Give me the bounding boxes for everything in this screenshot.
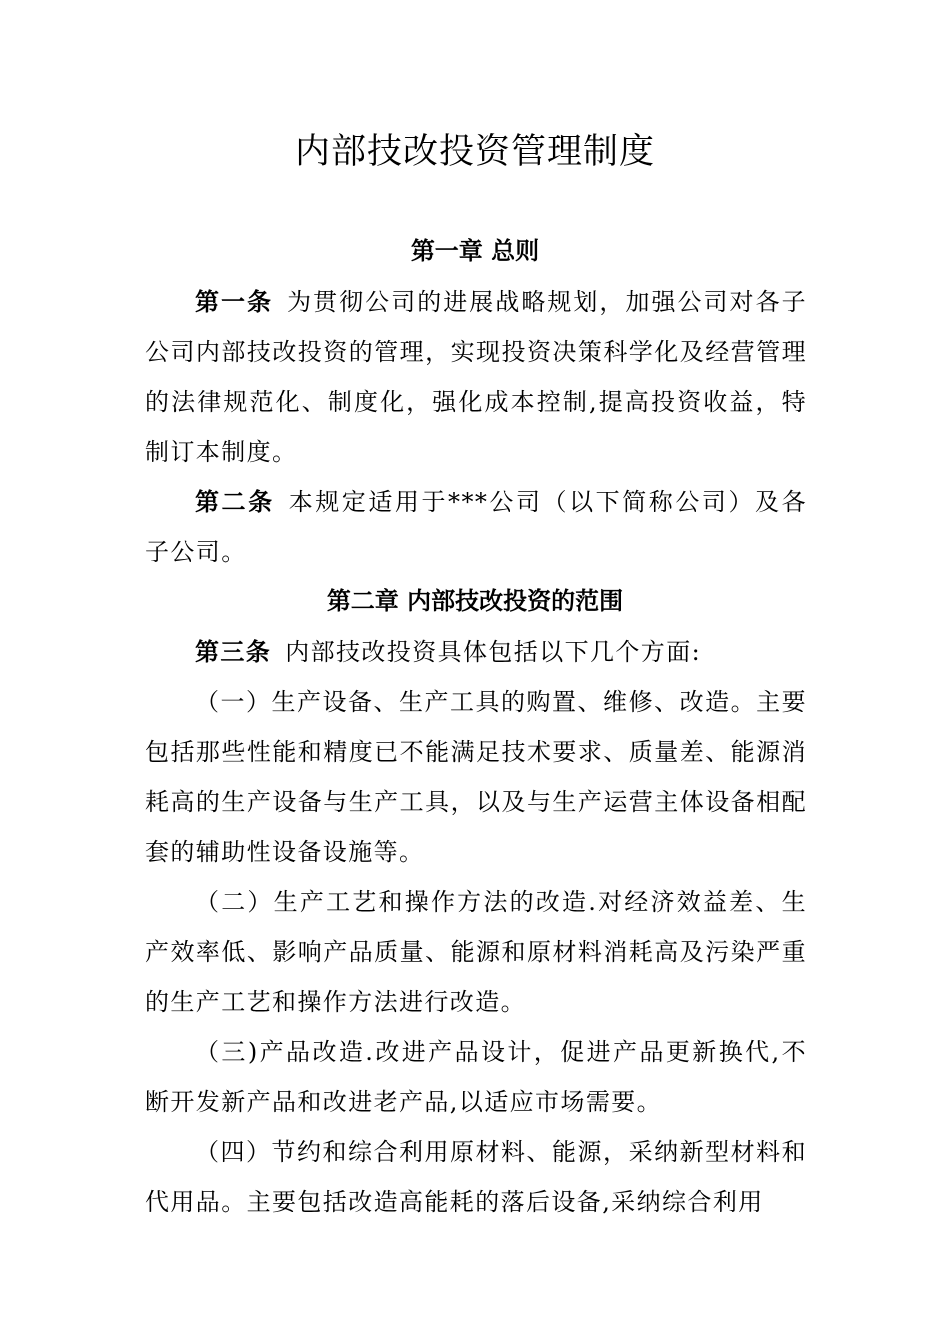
scope-item-4: （四）节约和综合利用原材料、能源，采纳新型材料和代用品。主要包括改造高能耗的落后设备,采纳综合利用 xyxy=(145,1138,807,1216)
article-2-label: 第二条 xyxy=(195,488,275,516)
article-1-label: 第一条 xyxy=(195,288,274,316)
chapter-1-heading: 第一章 总则 xyxy=(410,237,540,265)
article-2-text: 本规定适用于***公司（以下简称公司）及各子公司。 xyxy=(145,488,807,566)
scope-item-1: （一）生产设备、生产工具的购置、维修、改造。主要包括那些性能和精度已不能满足技术要求、质量差、能源消耗高的生产设备与生产工具，以及与生产运营主体设备相配套的辅助性设备设施等。 xyxy=(145,688,807,866)
article-1 xyxy=(145,277,807,477)
article-1-text: 为贯彻公司的进展战略规划，加强公司对各子公司内部技改投资的管理，实现投资决策科学化及经营管理的法律规范化、制度化，强化成本控制,提高投资收益，特制订本制度。 xyxy=(145,288,808,466)
article-3-text: 内部技改投资具体包括以下几个方面: xyxy=(285,638,702,666)
article-3 xyxy=(145,627,807,677)
article-3-label: 第三条 xyxy=(195,638,272,666)
scope-item-2: （二）生产工艺和操作方法的改造.对经济效益差、生产效率低、影响产品质量、能源和原材料消耗高及污染严重的生产工艺和操作方法进行改造。 xyxy=(145,888,807,1016)
document-title: 内部技改投资管理制度 xyxy=(294,132,655,172)
scope-item-3: （三)产品改造.改进产品设计，促进产品更新换代,不断开发新产品和改进老产品,以适应市场需要。 xyxy=(145,1038,807,1116)
chapter-2-heading: 第二章 内部技改投资的范围 xyxy=(326,587,624,615)
article-2 xyxy=(145,477,807,577)
